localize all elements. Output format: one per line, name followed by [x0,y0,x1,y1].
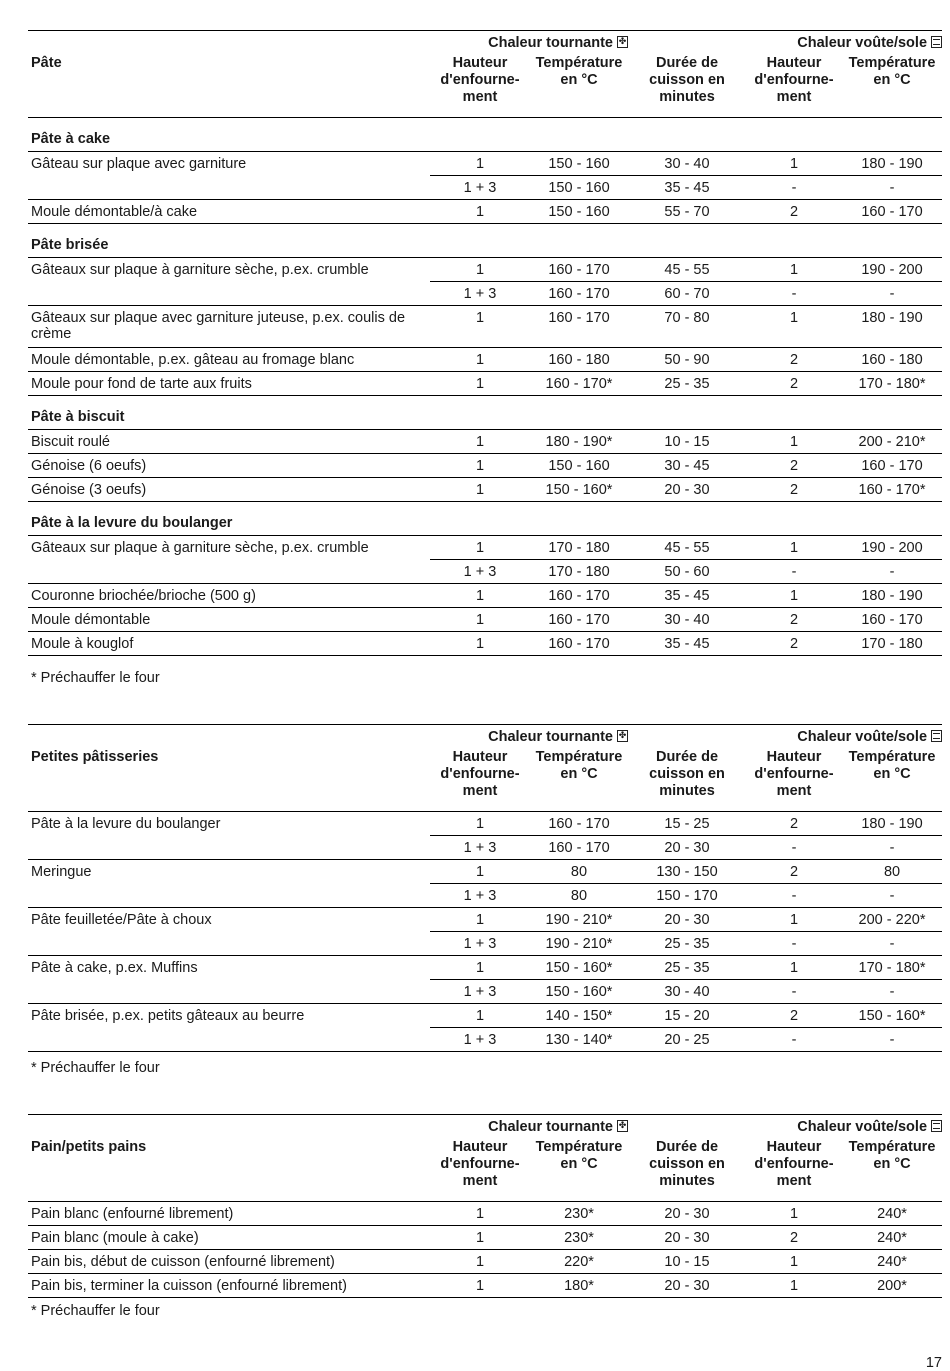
dish-name: Pain bis, terminer la cuisson (enfourné librement) [28,1274,430,1298]
dish-name: Moule démontable, p.ex. gâteau au fromage blanc [28,348,430,372]
cell-duration: 20 - 30 [628,478,746,502]
cell-level-top-bottom: 1 [746,1250,842,1274]
dish-name: Pâte à la levure du boulanger [31,816,221,832]
col-header-temperature: Température en °C [530,749,628,812]
dish-name [28,932,430,956]
cell-temp-top-bottom: - [842,980,942,1004]
cell-duration: 35 - 45 [628,632,746,656]
cell-level-top-bottom: - [746,932,842,956]
cell-level-convection: 1 [430,200,530,224]
col-header-level: Hauteur d'enfourne-ment [746,1139,842,1202]
cell-temp-convection: 80 [530,860,628,884]
cell-level-convection: 1 [430,430,530,454]
cell-level-top-bottom: 2 [746,200,842,224]
cell-duration: 150 - 170 [628,884,746,908]
dish-name: Moule à kouglof [28,632,430,656]
cell-temp-top-bottom: 80 [842,860,942,884]
cell-level-convection: 1 [430,454,530,478]
cell-level-convection: 1 [430,632,530,656]
cell-temp-top-bottom: - [842,884,942,908]
cell-temp-convection: 150 - 160 [530,200,628,224]
cell-duration: 25 - 35 [628,956,746,980]
table-row [28,908,942,932]
cell-temp-convection: 160 - 170 [530,608,628,632]
table-row [28,176,942,200]
dish-name: Pain blanc (moule à cake) [28,1226,430,1250]
cell-level-convection: 1 [430,536,530,560]
cell-level-convection: 1 [430,348,530,372]
footnote: * Préchauffer le four [31,1303,160,1319]
table-row [28,1226,942,1250]
cell-temp-convection: 160 - 170 [530,306,628,348]
table-row [28,282,942,306]
baking-table-bread [28,1114,942,1298]
cell-duration: 35 - 45 [628,176,746,200]
table-row [28,478,942,502]
cell-level-top-bottom: - [746,282,842,306]
section-header-row [28,224,942,258]
cell-level-convection: 1 [430,1274,530,1298]
dish-name [28,282,430,306]
top-bottom-heat-icon [931,36,942,48]
table-row [28,430,942,454]
fan-heat-icon [617,1120,628,1132]
col-header-level: Hauteur d'enfourne-ment [430,1139,530,1202]
cell-temp-convection: 170 - 180 [530,560,628,584]
cell-level-top-bottom: 1 [746,306,842,348]
cell-duration: 10 - 15 [628,1250,746,1274]
cell-temp-top-bottom: 170 - 180 [842,632,942,656]
table-title: Pâte [28,55,430,118]
cell-temp-top-bottom: 160 - 170 [842,200,942,224]
cell-temp-top-bottom: 190 - 200 [842,536,942,560]
cell-temp-convection: 230* [530,1226,628,1250]
cell-level-top-bottom: 2 [746,1226,842,1250]
cell-duration: 20 - 30 [628,1202,746,1226]
dish-name: Moule pour fond de tarte aux fruits [28,372,430,396]
cell-level-top-bottom: 1 [746,908,842,932]
cell-duration: 25 - 35 [628,932,746,956]
cell-duration: 10 - 15 [628,430,746,454]
cell-temp-top-bottom: 200 - 210* [842,430,942,454]
cell-temp-convection: 190 - 210* [530,908,628,932]
dish-name [28,1028,430,1052]
cell-level-convection: 1 + 3 [430,560,530,584]
cell-level-top-bottom: - [746,836,842,860]
cell-duration: 30 - 40 [628,152,746,176]
cell-temp-convection: 150 - 160* [530,956,628,980]
table-row [28,932,942,956]
cell-level-convection: 1 [430,152,530,176]
dish-name [28,560,430,584]
cell-duration: 20 - 30 [628,908,746,932]
cell-temp-top-bottom: 160 - 170* [842,478,942,502]
col-header-level: Hauteur d'enfourne-ment [430,749,530,812]
cell-temp-convection: 160 - 170* [530,372,628,396]
cell-temp-top-bottom: 160 - 170 [842,608,942,632]
dish-name [28,884,430,908]
table-row [28,560,942,584]
cell-level-top-bottom: - [746,560,842,584]
footnote: * Préchauffer le four [31,1060,160,1076]
cell-level-top-bottom: 2 [746,348,842,372]
cell-level-top-bottom: 1 [746,1274,842,1298]
cell-temp-convection: 160 - 170 [530,836,628,860]
cell-level-top-bottom: 1 [746,152,842,176]
cell-temp-top-bottom: 180 - 190 [842,152,942,176]
cell-temp-convection: 150 - 160 [530,152,628,176]
cell-temp-top-bottom: 170 - 180* [842,372,942,396]
col-header-level: Hauteur d'enfourne-ment [746,749,842,812]
cell-level-convection: 1 [430,1226,530,1250]
cell-temp-top-bottom: 240* [842,1226,942,1250]
cell-duration: 50 - 60 [628,560,746,584]
col-header-temperature: Température en °C [842,749,942,812]
col-header-temperature: Température en °C [842,1139,942,1202]
cell-temp-convection: 140 - 150* [530,1004,628,1028]
cell-duration: 50 - 90 [628,348,746,372]
cell-temp-top-bottom: 200 - 220* [842,908,942,932]
cell-temp-top-bottom: 180 - 190 [842,584,942,608]
dish-name: Moule démontable/à cake [28,200,430,224]
cell-temp-convection: 230* [530,1202,628,1226]
cell-level-top-bottom: - [746,980,842,1004]
mode-header-convection: Chaleur tournante✤ [430,725,628,745]
table-row [28,152,942,176]
cell-temp-convection: 80 [530,884,628,908]
cell-level-convection: 1 [430,372,530,396]
cell-level-top-bottom: 1 [746,536,842,560]
baking-table-small-pastries [28,724,942,1052]
cell-temp-convection: 160 - 170 [530,282,628,306]
cell-temp-top-bottom: 240* [842,1250,942,1274]
mode-header-convection: Chaleur tournante✤ [430,1115,628,1135]
section-header-row [28,396,942,430]
table-row [28,1250,942,1274]
dish-name: Génoise (6 oeufs) [28,454,430,478]
cell-level-top-bottom: - [746,1028,842,1052]
cell-level-top-bottom: - [746,176,842,200]
cell-level-convection: 1 [430,306,530,348]
cell-level-convection: 1 [430,1250,530,1274]
col-header-level: Hauteur d'enfourne-ment [430,55,530,118]
cell-level-convection: 1 [430,812,530,836]
cell-temp-top-bottom: 160 - 180 [842,348,942,372]
cell-level-convection: 1 [430,1202,530,1226]
dish-name [28,980,430,1004]
cell-temp-top-bottom: - [842,1028,942,1052]
cell-temp-convection: 160 - 170 [530,632,628,656]
cell-duration: 15 - 20 [628,1004,746,1028]
table-title: Pain/petits pains [28,1139,430,1202]
table-row [28,372,942,396]
cell-temp-top-bottom: 160 - 170 [842,454,942,478]
cell-duration: 35 - 45 [628,584,746,608]
cell-duration: 130 - 150 [628,860,746,884]
dish-name: Biscuit roulé [28,430,430,454]
dish-name: Meringue [31,864,92,880]
dish-name: Couronne briochée/brioche (500 g) [28,584,430,608]
table-row [28,884,942,908]
table-row [28,306,942,348]
cell-temp-convection: 180* [530,1274,628,1298]
cell-level-convection: 1 [430,478,530,502]
cell-duration: 70 - 80 [628,306,746,348]
cell-temp-convection: 160 - 170 [530,584,628,608]
top-bottom-heat-icon [931,730,942,742]
table-row [28,860,942,884]
mode-header-top-bottom: Chaleur voûte/sole [746,31,942,51]
cell-level-top-bottom: 2 [746,372,842,396]
dish-name: Moule démontable [28,608,430,632]
cell-duration: 20 - 30 [628,1226,746,1250]
cell-level-convection: 1 + 3 [430,932,530,956]
mode-header-top-bottom: Chaleur voûte/sole [746,1115,942,1135]
cell-level-convection: 1 [430,860,530,884]
mode-header-convection: Chaleur tournante✤ [430,31,628,51]
table-row [28,1202,942,1226]
table-row [28,836,942,860]
cell-temp-top-bottom: - [842,560,942,584]
cell-duration: 45 - 55 [628,536,746,560]
section-title: Pâte à biscuit [28,396,942,430]
col-header-temperature: Température en °C [842,55,942,118]
table-row [28,536,942,560]
cell-temp-convection: 180 - 190* [530,430,628,454]
col-header-temperature: Température en °C [530,1139,628,1202]
cell-level-convection: 1 [430,584,530,608]
cell-level-top-bottom: 2 [746,860,842,884]
cell-temp-convection: 150 - 160* [530,980,628,1004]
mode-header-top-bottom: Chaleur voûte/sole [746,725,942,745]
cell-temp-top-bottom: 240* [842,1202,942,1226]
cell-duration: 30 - 45 [628,454,746,478]
dish-name: Pâte brisée, p.ex. petits gâteaux au beurre [31,1008,305,1024]
cell-temp-top-bottom: 190 - 200 [842,258,942,282]
cell-duration: 20 - 30 [628,836,746,860]
cell-level-convection: 1 [430,956,530,980]
col-header-duration: Durée de cuisson en minutes [628,1139,746,1202]
cell-duration: 30 - 40 [628,608,746,632]
page-number: 17 [925,1355,942,1371]
cell-temp-convection: 190 - 210* [530,932,628,956]
section-header-row [28,502,942,536]
col-header-duration: Durée de cuisson en minutes [628,55,746,118]
cell-level-convection: 1 + 3 [430,282,530,306]
cell-temp-convection: 220* [530,1250,628,1274]
cell-duration: 30 - 40 [628,980,746,1004]
table-row [28,584,942,608]
cell-temp-top-bottom: 150 - 160* [842,1004,942,1028]
cell-level-convection: 1 + 3 [430,1028,530,1052]
cell-temp-convection: 150 - 160 [530,176,628,200]
dish-name: Gâteaux sur plaque à garniture sèche, p.ex. crumble [31,540,369,556]
cell-level-top-bottom: 2 [746,478,842,502]
cell-temp-convection: 160 - 170 [530,812,628,836]
section-title: Pâte à cake [28,118,942,152]
cell-temp-top-bottom: - [842,836,942,860]
cell-level-convection: 1 [430,258,530,282]
table-row [28,980,942,1004]
cell-level-convection: 1 + 3 [430,176,530,200]
cell-level-convection: 1 [430,608,530,632]
cell-level-top-bottom: 1 [746,1202,842,1226]
table-row [28,348,942,372]
dish-name: Gâteaux sur plaque à garniture sèche, p.ex. crumble [31,262,369,278]
cell-duration: 55 - 70 [628,200,746,224]
dish-name: Pâte à cake, p.ex. Muffins [31,960,198,976]
cell-duration: 45 - 55 [628,258,746,282]
top-bottom-heat-icon [931,1120,942,1132]
cell-level-convection: 1 + 3 [430,980,530,1004]
cell-duration: 25 - 35 [628,372,746,396]
cell-level-top-bottom: 1 [746,258,842,282]
cell-temp-top-bottom: - [842,932,942,956]
dish-name: Gâteau sur plaque avec garniture [31,156,247,172]
table-row [28,1274,942,1298]
dish-name: Gâteaux sur plaque avec garniture juteuse, p.ex. coulis de crème [28,306,430,348]
cell-temp-top-bottom: 180 - 190 [842,306,942,348]
baking-table-dough [28,30,942,656]
cell-level-top-bottom: 2 [746,632,842,656]
footnote: * Préchauffer le four [31,670,160,686]
cell-duration: 20 - 30 [628,1274,746,1298]
cell-temp-top-bottom: 200* [842,1274,942,1298]
table-row [28,1004,942,1028]
cell-temp-convection: 170 - 180 [530,536,628,560]
table-title: Petites pâtisseries [28,749,430,812]
dish-name [28,836,430,860]
cell-level-top-bottom: 2 [746,1004,842,1028]
table-row [28,956,942,980]
cell-temp-top-bottom: 180 - 190 [842,812,942,836]
table-row [28,812,942,836]
cell-level-convection: 1 + 3 [430,836,530,860]
col-header-duration: Durée de cuisson en minutes [628,749,746,812]
cell-duration: 60 - 70 [628,282,746,306]
cell-temp-convection: 160 - 170 [530,258,628,282]
table-row [28,258,942,282]
cell-temp-top-bottom: - [842,282,942,306]
col-header-level: Hauteur d'enfourne-ment [746,55,842,118]
cell-level-convection: 1 + 3 [430,884,530,908]
table-row [28,608,942,632]
cell-level-top-bottom: 2 [746,454,842,478]
cell-level-top-bottom: 2 [746,812,842,836]
cell-temp-convection: 160 - 180 [530,348,628,372]
table-row [28,200,942,224]
cell-temp-top-bottom: 170 - 180* [842,956,942,980]
section-title: Pâte à la levure du boulanger [28,502,942,536]
cell-level-convection: 1 [430,908,530,932]
dish-name [28,176,430,200]
table-row [28,632,942,656]
cell-level-convection: 1 [430,1004,530,1028]
cell-level-top-bottom: 1 [746,584,842,608]
table-row [28,454,942,478]
dish-name: Pâte feuilletée/Pâte à choux [31,912,212,928]
cell-temp-top-bottom: - [842,176,942,200]
col-header-temperature: Température en °C [530,55,628,118]
cell-level-top-bottom: 2 [746,608,842,632]
fan-heat-icon [617,36,628,48]
cell-duration: 15 - 25 [628,812,746,836]
dish-name: Génoise (3 oeufs) [28,478,430,502]
cell-level-top-bottom: 1 [746,430,842,454]
cell-temp-convection: 150 - 160* [530,478,628,502]
cell-level-top-bottom: 1 [746,956,842,980]
fan-heat-icon [617,730,628,742]
cell-level-top-bottom: - [746,884,842,908]
section-title: Pâte brisée [28,224,942,258]
table-row [28,1028,942,1052]
dish-name: Pain bis, début de cuisson (enfourné librement) [28,1250,430,1274]
cell-temp-convection: 130 - 140* [530,1028,628,1052]
section-header-row [28,118,942,152]
cell-duration: 20 - 25 [628,1028,746,1052]
dish-name: Pain blanc (enfourné librement) [28,1202,430,1226]
cell-temp-convection: 150 - 160 [530,454,628,478]
